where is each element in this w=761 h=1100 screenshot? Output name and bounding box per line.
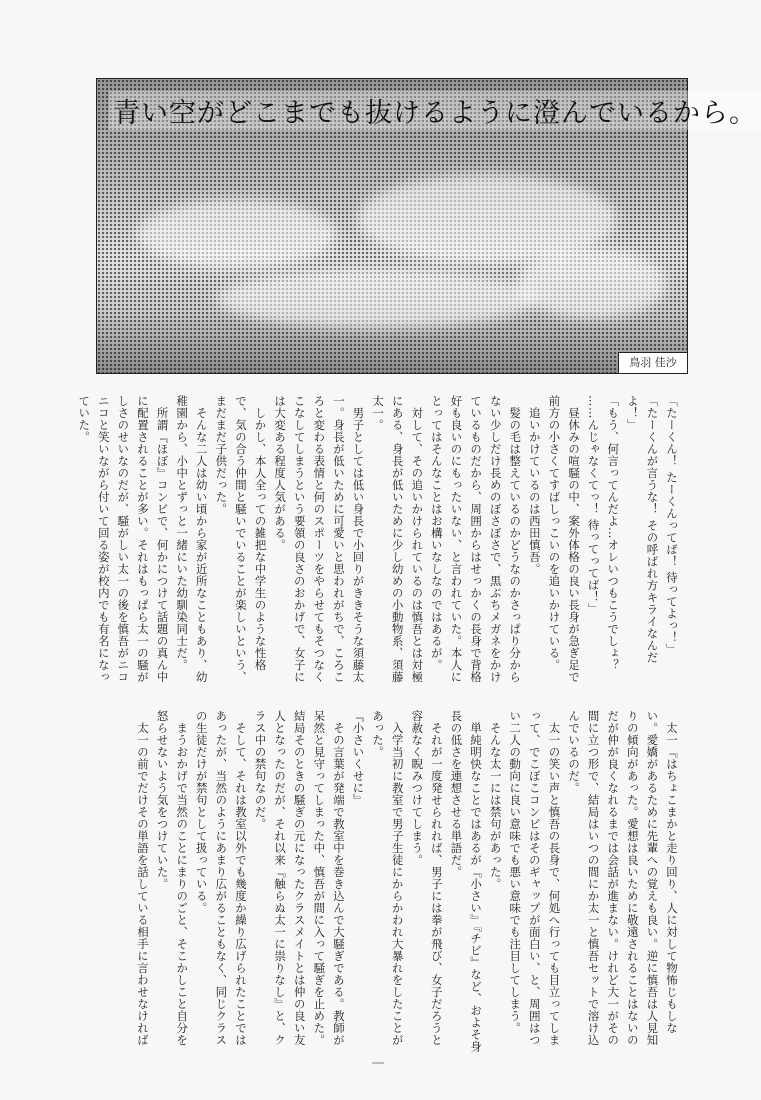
text-column: 単純明快なことではあるが『小さい』『チビ』など、およそ身長の低さを連想させる単語だ。 <box>449 710 484 1053</box>
text-block-bottom <box>61 710 681 1055</box>
story-title: 青い空がどこまでも抜けるように澄んでいるから。 <box>109 91 761 130</box>
text-column: その言葉が発端で教室中を巻き込んで大騒ぎである。教師が呆然と見守ってしまった中、慎吾が間に入って騒ぎを止めた。結局そのときの騒ぎの元になったクラスメイトとは仲の良い友人となったのだが、それ以来『触らぬ太一に祟りなし』と、クラス中の禁句なのだ。 <box>253 710 346 1046</box>
text-column: 所謂『ほぼ』コンビで、何かにつけて話題の真ん中に配置されることが多い。それはもっぱら太一の騒がしさのせいなのだが、騒がしい太一の後を慎吾がニコニコと笑いながら付いて回る姿が校内でも有名になっていた。 <box>77 395 170 683</box>
text-column: しかし、本人全っての雑把な中学生のような性格で、気の合う仲間と騒いでいることが楽しいという、まだまだ子供だった。 <box>214 395 268 683</box>
text-column: ……んじゃなくてっ！ 待ってってば！」 <box>586 395 601 616</box>
header-banner <box>96 78 757 374</box>
text-column: 太一『はちょこまかと走り回り、人に対して物怖じもしない。愛嬌があるために先輩への覚えも良い。逆に慎吾は人見知りの傾向があった。愛想は良いために敬遠されることはないのだが仲が良くなれるまでは会話が進まない。けれど大一がその間に立つ形で、結局はいつの間にか太一と慎吾セットで溶け込んでいるのだ。 <box>567 710 679 1046</box>
text-column: 髪の毛は整えているのかどうなのかさっぱり分からない少しだけ長めのぼさぼさで、黒ぶちメガネをかけているものだから、周囲からはせっかくの長身で背格好も良いのにもったいない、と言われていた。本人にとってはそんなことはお構いなしなのではあるが。 <box>429 395 523 683</box>
page-mark <box>372 1062 384 1064</box>
text-column: 追いかけているのは西田慎吾。 <box>527 395 542 575</box>
text-column: 「もう、何言ってんだよ…オレいつもこうでしょ？ <box>606 395 621 671</box>
text-column: まうおかげで当然のことにまりのごと、そこかしこと自分を怒らせないよう気をつけていた。 <box>155 710 190 1046</box>
text-column: 対して、その追いかけられているのは慎吾とは対極にある、身長が低いために少し幼めの小動物系、須藤太一。 <box>371 395 425 683</box>
author-name: 鳥羽 佳沙 <box>618 352 688 374</box>
text-column: 昼休みの喧騒の中、案外体格の良い長身が急ぎ足で前方の小さくてすばしっこいのを追いかけている。 <box>547 395 582 683</box>
text-column: 「たーくんが言うな！ その呼ばれ方キライなんだよ！」 <box>625 395 660 664</box>
text-column: 男子としては低い身長で小回りがききそうな須藤太一。身長が低いために可愛いと思われがちで、ころころと変わる表情と何のスポーツをやらせてもそつなくこなしてしまうという要領の良さのおかげで、女子には大変ある程度人気がある。 <box>273 395 366 683</box>
text-column: 「たーくん！ たーくんってば！ 待ってよっ！」 <box>665 395 679 656</box>
text-column: 太一の前でだけその単語を話している相手に言わせなければ <box>135 710 150 1046</box>
text-column: 入学当初に教室で男子生徒にからかわれ大暴れをしたことがあった。 <box>371 710 405 1046</box>
text-column: そんな二人は幼い頃から家が近所なこともあり、幼稚園から、小中とずっと一緒にいた幼馴染同士だ。 <box>175 395 209 683</box>
text-column: 『小さいくせに』 <box>351 710 366 806</box>
text-column: そんな太一には禁句があった。 <box>488 710 503 890</box>
text-block-top <box>61 395 681 685</box>
text-column: 太一の笑い声と慎吾の長身で、何処へ行っても目立ってしまって、でこぼこコンビはそのギャップが面白い、と、周囲はつい二人の動向に良い意味でも悪い意味でも注目してしまう。 <box>508 710 562 1046</box>
text-column: それが一度発せられれば、男子には拳が飛び、女子だろうと容赦なく睨みつけてしまう。 <box>410 710 444 1046</box>
text-column: そして、それは教室以外でも幾度か繰り広げられたことではあったが、当然のようにあまり広がることもなく、同じクラスの生徒だけが禁句として扱っている。 <box>194 710 248 1046</box>
